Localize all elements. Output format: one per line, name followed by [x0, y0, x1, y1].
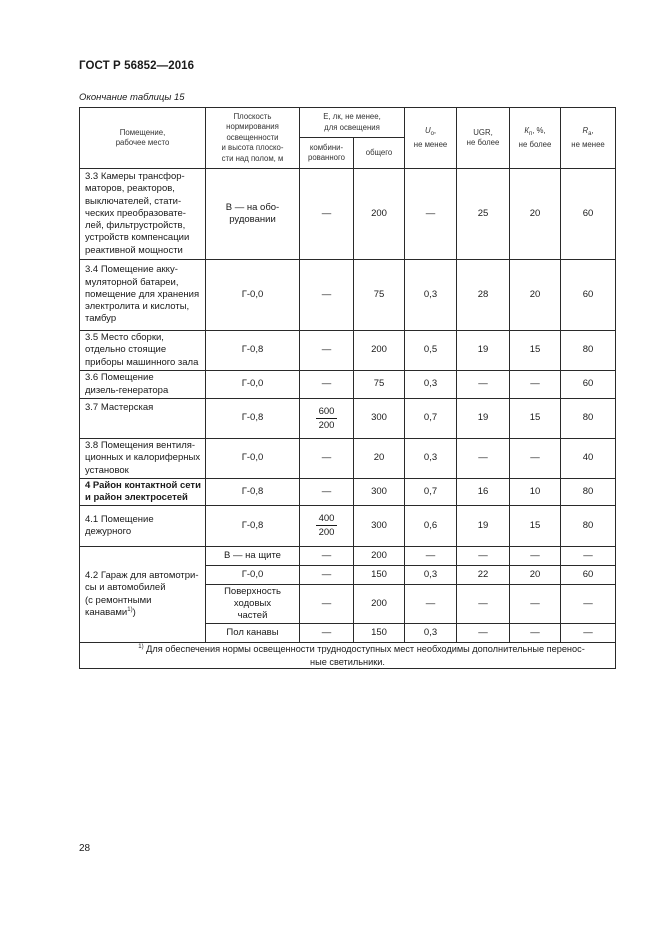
- uo-cell: —: [405, 585, 457, 624]
- ugr-cell: 28: [457, 260, 510, 331]
- e-combined-cell: —: [300, 331, 354, 371]
- ugr-cell: —: [457, 439, 510, 479]
- table-row: [80, 371, 616, 399]
- ugr-cell: 25: [457, 169, 510, 260]
- ra-cell: 40: [561, 439, 616, 479]
- ugr-cell: 16: [457, 479, 510, 506]
- table-row: [80, 399, 616, 439]
- e-combined-cell: —: [300, 566, 354, 585]
- plane-cell: Г-0,0: [206, 439, 300, 479]
- ugr-cell: 19: [457, 331, 510, 371]
- uo-cell: 0,5: [405, 331, 457, 371]
- e-general-cell: 200: [354, 547, 405, 566]
- table-row: [80, 331, 616, 371]
- e-general-cell: 75: [354, 371, 405, 399]
- ugr-cell: —: [457, 371, 510, 399]
- room-cell: 3.4 Помещение акку- муляторной батареи, помещение для хранения электролита и кислоты, тамбур: [80, 260, 206, 331]
- kp-cell: 20: [510, 169, 561, 260]
- room-cell: 3.6 Помещение дизель-генератора: [80, 371, 206, 399]
- e-combined-cell: —: [300, 169, 354, 260]
- ra-cell: —: [561, 624, 616, 643]
- e-general-cell: 300: [354, 399, 405, 439]
- e-general-cell: 150: [354, 566, 405, 585]
- header-ugr: UGR, не более: [457, 108, 510, 169]
- ra-cell: 80: [561, 331, 616, 371]
- kp-cell: 20: [510, 566, 561, 585]
- e-combined-cell: —: [300, 439, 354, 479]
- e-general-cell: 200: [354, 331, 405, 371]
- e-general-cell: 300: [354, 506, 405, 547]
- page-number: 28: [79, 843, 91, 854]
- e-general-cell: 20: [354, 439, 405, 479]
- header-kp: $К_п$, %, не более: [510, 108, 561, 169]
- ugr-cell: 19: [457, 399, 510, 439]
- header-illuminance: Е, лк, не менее, для освещения: [300, 108, 405, 138]
- ra-cell: 80: [561, 479, 616, 506]
- kp-cell: 15: [510, 331, 561, 371]
- uo-cell: —: [405, 169, 457, 260]
- header-e-general: общего: [354, 138, 405, 169]
- plane-cell: Г-0,8: [206, 331, 300, 371]
- table-caption: Окончание таблицы 15: [79, 92, 185, 103]
- kp-cell: 10: [510, 479, 561, 506]
- header-uo: $U_o$, не менее: [405, 108, 457, 169]
- e-general-cell: 200: [354, 585, 405, 624]
- plane-cell: В — на обо- рудовании: [206, 169, 300, 260]
- ugr-cell: —: [457, 624, 510, 643]
- room-cell: 3.3 Камеры трансфор- маторов, реакторов, выключателей, стати- ческих преобразовате- лей, фильтрустройств, устройств компенсации реактивной мощности: [80, 169, 206, 260]
- room-cell: 4.2 Гараж для автомотри- сы и автомобилей (с ремонтными канавами$^{1)}$): [80, 547, 206, 643]
- kp-cell: 15: [510, 506, 561, 547]
- plane-cell: Г-0,0: [206, 566, 300, 585]
- kp-cell: —: [510, 547, 561, 566]
- ra-cell: 60: [561, 260, 616, 331]
- room-cell: 3.7 Мастерская: [80, 399, 206, 439]
- header-plane: Плоскость нормирования освещенности и высота плоско- сти над полом, м: [206, 108, 300, 169]
- table-row: [80, 260, 616, 331]
- ugr-cell: 22: [457, 566, 510, 585]
- footnote: $^{1)}$ Для обеспечения нормы освещенности труднодоступных мест необходимы дополнительные перенос- ные светильники.: [80, 643, 616, 669]
- fraction: $\frac{400}{200}$: [316, 512, 338, 539]
- uo-cell: 0,3: [405, 439, 457, 479]
- plane-cell: Поверхность ходовых частей: [206, 585, 300, 624]
- document-header: ГОСТ Р 56852—2016: [79, 60, 195, 72]
- footnote-ref: 1): [127, 606, 133, 613]
- uo-cell: 0,3: [405, 566, 457, 585]
- plane-cell: Г-0,8: [206, 479, 300, 506]
- room-cell: 3.5 Место сборки, отдельно стоящие приборы машинного зала: [80, 331, 206, 371]
- plane-cell: Г-0,0: [206, 371, 300, 399]
- e-combined-cell: —: [300, 260, 354, 331]
- e-combined-cell: —: [300, 585, 354, 624]
- kp-cell: —: [510, 439, 561, 479]
- plane-cell: В — на щите: [206, 547, 300, 566]
- ra-cell: 80: [561, 399, 616, 439]
- e-combined-cell: —: [300, 479, 354, 506]
- e-combined-cell: —: [300, 624, 354, 643]
- fraction: $\frac{600}{200}$: [316, 405, 338, 432]
- plane-cell: Г-0,8: [206, 399, 300, 439]
- ugr-cell: —: [457, 547, 510, 566]
- table-row: [80, 506, 616, 547]
- plane-cell: Г-0,0: [206, 260, 300, 331]
- ra-cell: 80: [561, 506, 616, 547]
- table-row: [80, 439, 616, 479]
- ugr-cell: 19: [457, 506, 510, 547]
- uo-cell: 0,3: [405, 371, 457, 399]
- ra-cell: —: [561, 547, 616, 566]
- footnote-row: [80, 643, 616, 669]
- kp-cell: 20: [510, 260, 561, 331]
- ra-cell: 60: [561, 566, 616, 585]
- uo-cell: 0,7: [405, 479, 457, 506]
- ra-cell: —: [561, 585, 616, 624]
- room-cell: 3.8 Помещения вентиля- ционных и калориферных установок: [80, 439, 206, 479]
- ra-cell: 60: [561, 371, 616, 399]
- kp-cell: 15: [510, 399, 561, 439]
- kp-cell: —: [510, 371, 561, 399]
- plane-cell: Г-0,8: [206, 506, 300, 547]
- uo-cell: 0,3: [405, 624, 457, 643]
- room-cell: 4.1 Помещение дежурного: [80, 506, 206, 547]
- uo-cell: 0,3: [405, 260, 457, 331]
- room-cell: 4 Район контактной сети и район электросетей: [80, 479, 206, 506]
- header-ra: $R_a$, не менее: [561, 108, 616, 169]
- e-combined-cell: [300, 506, 354, 547]
- uo-cell: —: [405, 547, 457, 566]
- uo-cell: 0,7: [405, 399, 457, 439]
- kp-cell: —: [510, 585, 561, 624]
- table-row: [80, 169, 616, 260]
- kp-cell: —: [510, 624, 561, 643]
- ugr-cell: —: [457, 585, 510, 624]
- table-row: [80, 479, 616, 506]
- header-e-combined: комбини- рованного: [300, 138, 354, 169]
- e-combined-cell: [300, 399, 354, 439]
- e-general-cell: 200: [354, 169, 405, 260]
- e-general-cell: 150: [354, 624, 405, 643]
- footnote-marker: 1): [138, 643, 144, 650]
- e-general-cell: 300: [354, 479, 405, 506]
- table-row: [80, 547, 616, 566]
- lighting-norms-table: [79, 107, 616, 669]
- e-general-cell: 75: [354, 260, 405, 331]
- ra-cell: 60: [561, 169, 616, 260]
- plane-cell: Пол канавы: [206, 624, 300, 643]
- e-combined-cell: —: [300, 547, 354, 566]
- e-combined-cell: —: [300, 371, 354, 399]
- header-room: Помещение, рабочее место: [80, 108, 206, 169]
- uo-cell: 0,6: [405, 506, 457, 547]
